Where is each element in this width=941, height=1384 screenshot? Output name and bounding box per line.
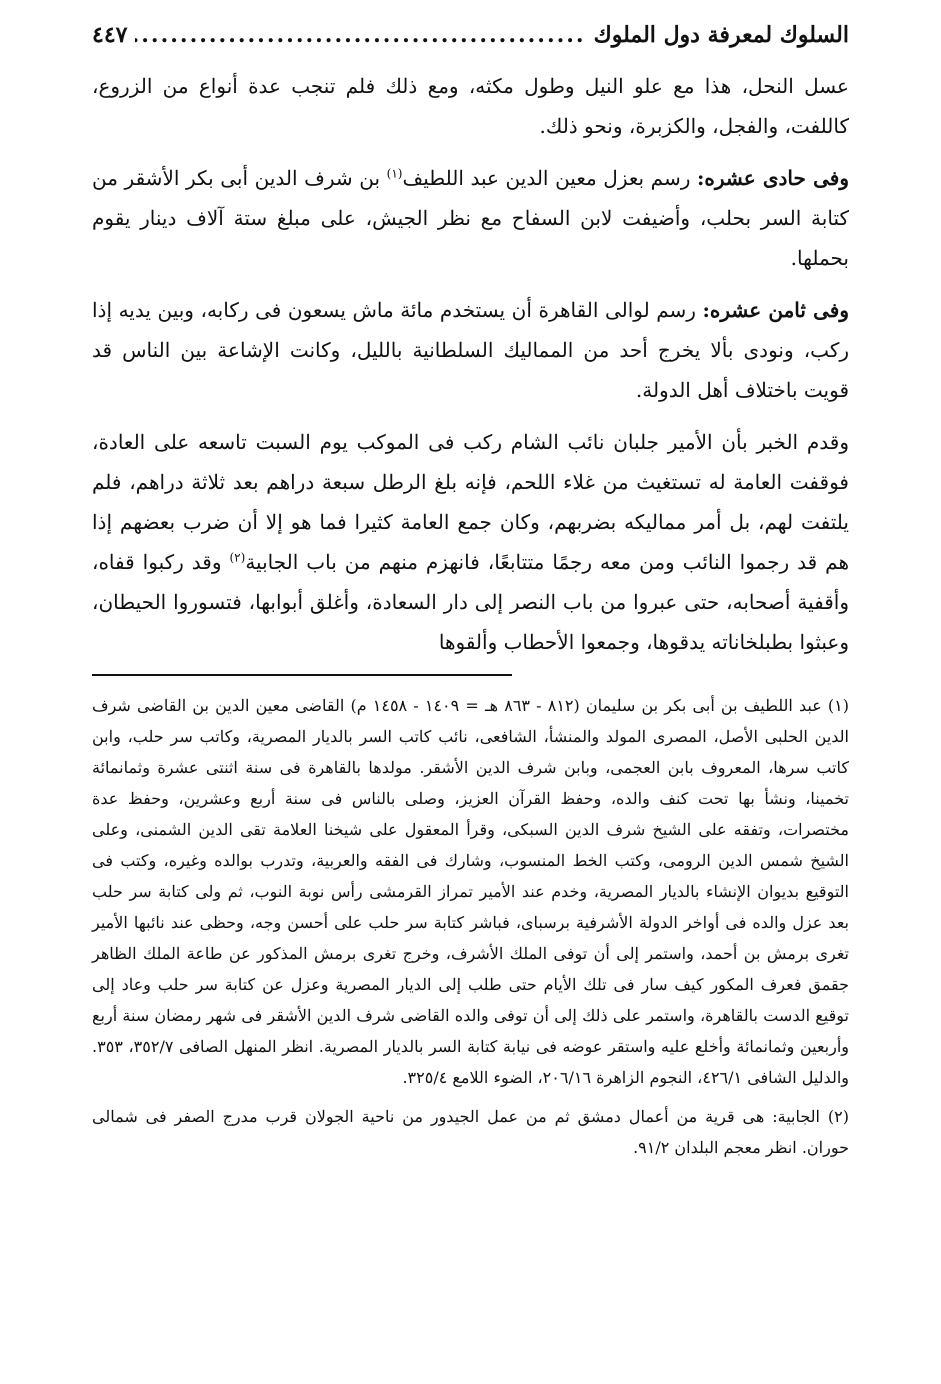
paragraph-lead: وفى حادى عشره:	[697, 166, 849, 190]
paragraph-lead: وفى ثامن عشره:	[702, 298, 849, 322]
page-number: ٤٤٧	[92, 22, 128, 48]
footnote-separator	[92, 674, 512, 676]
footnote-2: (٢) الجابية: هى قرية من أعمال دمشق ثم من عمل الجيدور من ناحية الجولان قرب مدرج الصفر فى شمالى حوران. انظر معجم البلدان ٩١/٢.	[92, 1107, 849, 1157]
footnote-marker-1: (١)	[386, 166, 403, 181]
footnote-1: (١) عبد اللطيف بن أبى بكر بن سليمان (٨١٢ - ٨٦٣ هـ = ١٤٠٩ - ١٤٥٨ م) القاضى معين الدين بن القاضى شرف الدين الحلبى الأصل، المصرى المولد والمنشأ، الشافعى، نائب كاتب السر بالديار المصرية، وكاتب سر حلب، وابن كاتب سرها، المعروف بابن العجمى، وبابن شرف الدين الأشقر. مولدها بالقاهرة فى سنة اثنتى عشرة وثمانمائة تخمينا، ونشأ بها تحت كنف والده، وحفظ القرآن العزيز، وصلى بالناس فى سنة أربع وعشرين، وحفظ عدة مختصرات، وتفقه على الشيخ شرف الدين السبكى، وقرأ المعقول على شيخنا العلامة تقى الدين الشمنى، وعلى الشيخ شمس الدين الرومى، وكتب الخط المنسوب، وشارك فى الفقه والعربية، وتدرب بوالده وغيره، وكتب فى التوقيع بديوان الإنشاء بالديار المصرية، وخدم عند الأمير تمراز القرمشى رأس نوبة النوب، ثم ولى كتابة سر حلب بعد عزل والده فى أواخر الدولة الأشرفية برسباى، فباشر كتابة سر حلب على أحسن وجه، وحظى عند نائبها الأمير تغرى برمش بن أحمد، واستمر إلى أن توفى الملك الأشرف، وخرج تغرى برمش المذكور عن طاعة الملك الظاهر جقمق فعرف المكور كيف سار فى تلك الأيام حتى طلب إلى الديار المصرية وعزل عن كتابة سر حلب وعاد إلى توقيع الدست بالقاهرة، واستمر على ذلك إلى أن توفى والده القاضى شرف الدين الأشقر فى شهر رمضان سنة أربع وأربعين وثمانمائة وأخلع عليه واستقر عوضه فى نيابة كتابة السر بالديار المصرية. انظر المنهل الصافى ٣٥٢/٧، ٣٥٣. والدليل الشافى ٤٢٦/١، النجوم الزاهرة ٢٠٦/١٦، الضوء اللامع ٣٢٥/٤.	[92, 696, 850, 1087]
book-title: السلوك لمعرفة دول الملوك	[593, 22, 849, 48]
running-header	[92, 22, 849, 62]
footnotes	[92, 690, 849, 1163]
paragraph-text: بن شرف الدين أبى بكر الأشقر من كتابة السر بحلب، وأضيفت لابن السفاح مع نظر الجيش، على مبلغ ستة آلاف دينار يقوم بحملها.	[92, 166, 849, 270]
paragraph-text: وقد ركبوا قفاه، وأقفية أصحابه، حتى عبروا من باب النصر إلى دار السعادة، وأغلق أبوابها، فتسوروا الحيطان، وعبثوا بطبلخاناته يدقوها، وجمعوا الأحطاب وألقوها	[92, 550, 850, 654]
paragraph-text: رسم بعزل معين الدين عبد اللطيف	[402, 166, 697, 190]
paragraph-text: عسل النحل، هذا مع علو النيل وطول مكثه، ومع ذلك فلم تنجب عدة أنواع من الزروع، كاللفت، والفجل، والكزبرة، ونحو ذلك.	[92, 74, 849, 138]
header-dot-leader	[135, 22, 585, 48]
footnote-marker-2: (٢)	[229, 550, 246, 565]
main-text	[92, 66, 849, 662]
paragraph-eleventh	[92, 158, 849, 278]
paragraph-text: وقدم الخبر بأن الأمير جلبان نائب الشام ركب فى الموكب يوم السبت تاسعه على العادة، فوقفت العامة له تستغيث من غلاء اللحم، فإنه بلغ الرطل سبعة دراهم بعد ثلاثة دراهم، فلم يلتفت لهم، بل أمر مماليكه بضربهم، وكان جمع العامة كثيرا فما هو إلا أن ضرب بعضهم إذا هم قد رجموا النائب ومن معه رجمًا متتابعًا، فانهزم منهم من باب الجابية	[92, 430, 849, 574]
paragraph-text: رسم لوالى القاهرة أن يستخدم مائة ماش يسعون فى ركابه، وبين يديه إذا ركب، ونودى بألا يخرج أحد من المماليك السلطانية بالليل، وكانت الإشاعة بين الناس قد قويت باختلاف أهل الدولة.	[92, 298, 849, 402]
paragraph-honey	[92, 66, 849, 146]
paragraph-jalban-news	[92, 422, 849, 662]
paragraph-eighteenth	[92, 290, 849, 410]
